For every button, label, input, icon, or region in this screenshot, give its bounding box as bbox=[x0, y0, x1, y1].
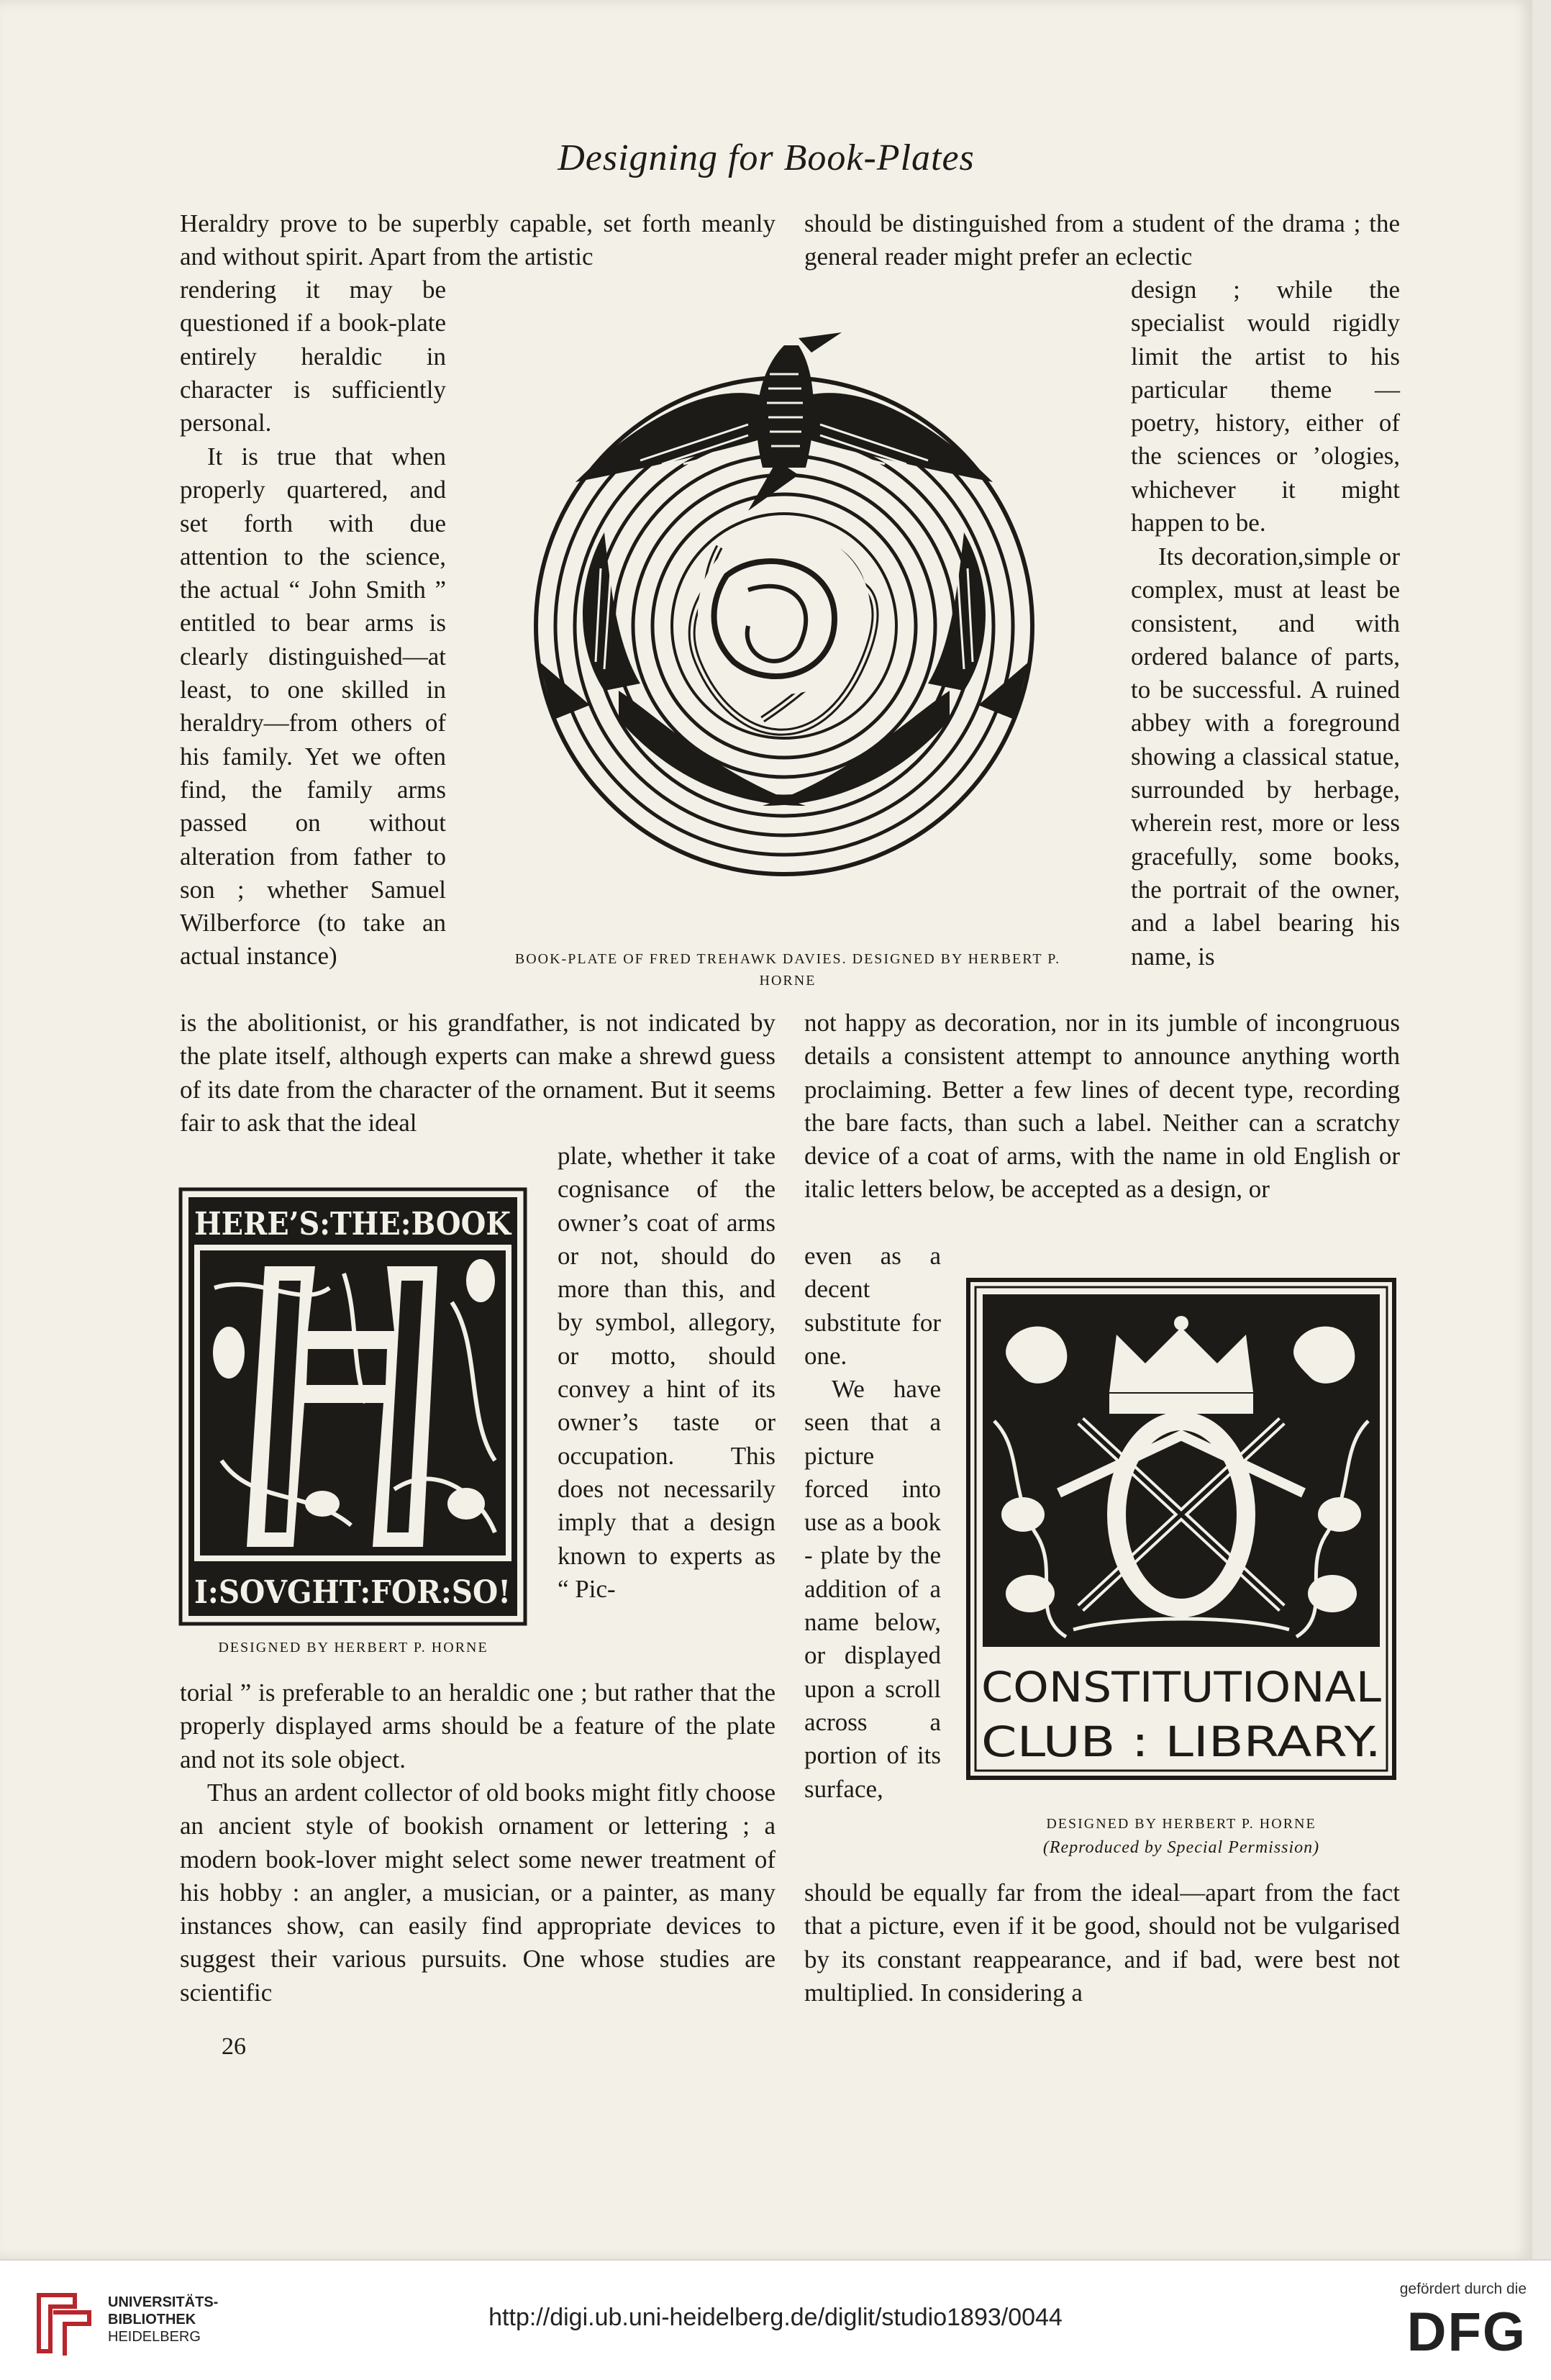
left-after-plate: torial ” is preferable to an heraldic one ; but rather that the properly displayed arms should be a feature of the plate and not its sole object. bbox=[180, 1679, 776, 1773]
left-para-3-text: Thus an ardent collector of old books might fitly choose an ancient style of bookish ornament or lettering ; a modern book-lover might select some newer treatment of his hobby : an angler, a musician, or a painter, as many instances show, can easily find appropriate devices to suggest their various pursuits. One whose studies are scientific bbox=[180, 1779, 776, 2007]
running-head: Designing for Book-Plates bbox=[558, 137, 975, 178]
right-narrow-a: even as a decent substitute for one. bbox=[804, 1242, 941, 1370]
club-text-line-1: CONSTITUTIONAL bbox=[981, 1663, 1381, 1712]
left-para-3 bbox=[180, 1776, 776, 2009]
right-mid-full: not happy as decoration, nor in its jumble of incongruous details a consistent attempt to announce anything worth proclaiming. Better a few lines of decent type, recording the bare facts, than such a label. Neither can a scratchy device of a coat of arms, with the name in old English or italic letters below, be accepted as a design, or bbox=[804, 1009, 1400, 1204]
right-para-2 bbox=[1131, 540, 1400, 973]
bookplate-constitutional-club bbox=[965, 1277, 1397, 1781]
caption-club-permission: (Reproduced by Special Permission) bbox=[1042, 1838, 1320, 1857]
caption-davies: BOOK-PLATE OF FRED TREHAWK DAVIES. DESIGNED BY HERBERT P. HORNE bbox=[514, 951, 1061, 989]
left-para-2 bbox=[180, 440, 446, 973]
right-bottom-full: should be equally far from the ideal—apart from the fact that a picture, even if it be good, should not be vulgarised by its constant reappearance, and if bad, were best not multiplied. In considering a bbox=[804, 1879, 1400, 2007]
library-name-line-2: BIBLIOTHEK bbox=[108, 2312, 196, 2327]
right-top-full: should be distinguished from a student of the drama ; the general reader might prefer an eclectic bbox=[804, 209, 1400, 271]
right-narrow-b-text: We have seen that a picture forced into use as a book - plate by the addition of a name below, or displayed upon a scroll across a portion of its surface, bbox=[804, 1375, 941, 1803]
bird-roundel-illustration bbox=[460, 288, 1108, 935]
caption-club-designer: DESIGNED BY HERBERT P. HORNE bbox=[1046, 1816, 1316, 1832]
left-beside-plate: plate, whether it take cognisance of the owner’s coat of arms or not, should do more than this, and by symbol, allegory, or motto, should convey a hint of its owner’s taste or occupation. This does not necessarily imply that a design known to experts as “ Pic- bbox=[558, 1142, 776, 1603]
dfg-logo: DFG bbox=[1406, 2302, 1527, 2363]
heres-the-book-top-text: HERE’S:THE:BOOK bbox=[194, 1206, 512, 1243]
left-mid-full: is the abolitionist, or his grandfather, is not indicated by the plate itself, although experts can make a shrewd guess of its date from the character of the ornament. But it seems fair to ask that the ideal bbox=[180, 1009, 776, 1137]
left-top-narrow: rendering it may be questioned if a book-plate entirely heraldic in character is sufficiently personal. bbox=[180, 276, 446, 437]
right-narrow-b bbox=[804, 1373, 941, 1806]
bookplate-heres-the-book bbox=[178, 1187, 527, 1626]
left-para-2-text: It is true that when properly quartered, and set forth with due attention to the science, the actual “ John Smith ” entitled to bear arms is clearly distinguished—at least, to one skilled in heraldry—from others of his family. Yet we often find, the family arms passed on without alteration from father to son ; whether Samuel Wilberforce (to take an actual instance) bbox=[180, 442, 446, 971]
library-name-line-1: UNIVERSITÄTS- bbox=[108, 2294, 219, 2310]
library-name-line-3: HEIDELBERG bbox=[108, 2329, 201, 2345]
heres-the-book-illustration bbox=[178, 1187, 527, 1626]
permalink-url[interactable]: http://digi.ub.uni-heidelberg.de/diglit/studio1893/0044 bbox=[488, 2304, 1063, 2331]
right-top-narrow: design ; while the specialist would rigidly limit the artist to his particular theme — poetry, history, either of the sciences or ’ologies, whichever it might happen to be. bbox=[1131, 276, 1400, 537]
right-para-2-text: Its decoration,simple or complex, must at least be consistent, and with ordered balance of parts, to be successful. A ruined abbey with a foreground showing a classical statue, surrounded by herbage, wherein rest, more or less gracefully, some books, the portrait of the owner, and a label bearing his name, is bbox=[1131, 542, 1400, 971]
viewer-footer bbox=[0, 2259, 1551, 2380]
constitutional-club-illustration bbox=[965, 1277, 1397, 1781]
club-text-line-2: CLUB : LIBRARY. bbox=[981, 1717, 1381, 1766]
page-number: 26 bbox=[222, 2033, 246, 2060]
funded-by-label: gefördert durch die bbox=[1399, 2281, 1527, 2297]
bookplate-davies bbox=[460, 288, 1108, 935]
heres-the-book-bottom-text: I:SOVGHT:FOR:SO! bbox=[194, 1574, 511, 1611]
caption-heres-the-book: DESIGNED BY HERBERT P. HORNE bbox=[218, 1640, 488, 1655]
left-top-full: Heraldry prove to be superbly capable, set forth meanly and without spirit. Apart from the artistic bbox=[180, 209, 776, 271]
